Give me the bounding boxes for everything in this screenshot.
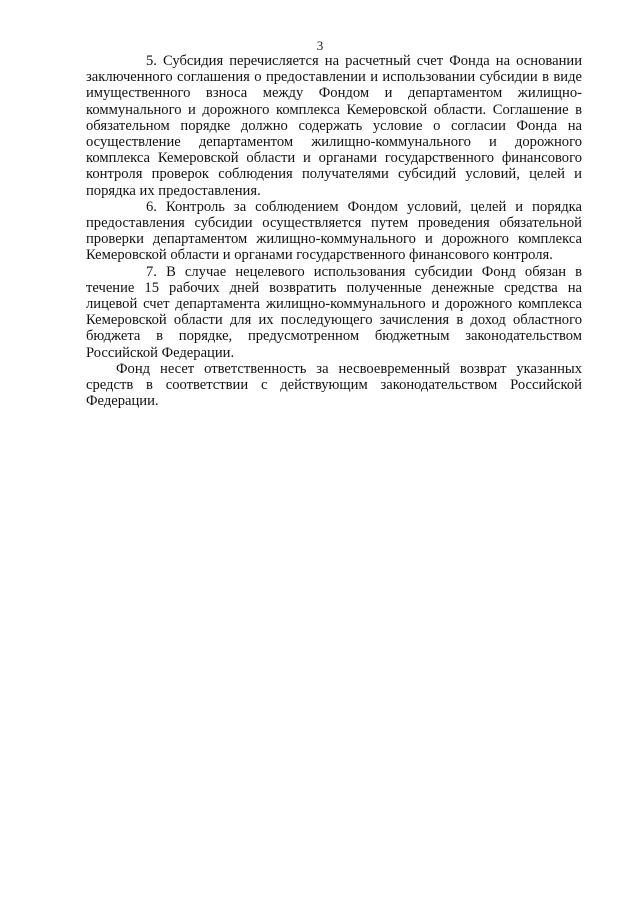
paragraph-6 — [86, 199, 582, 264]
paragraph-number: 6. — [146, 198, 157, 215]
document-body — [86, 53, 582, 409]
paragraph-text: Фонд несет ответственность за несвоевременный возврат указанных средств в соответствии с действующим законодательством Российской Федерации. — [86, 360, 582, 410]
paragraph-liability — [86, 361, 582, 410]
paragraph-text: Контроль за соблюдением Фондом условий, целей и порядка предоставления субсидии осуществляется путем проведения обязательной проверки департаментом жилищно-коммунального и дорожного комплекса Кемеровской области и органами государственного финансового контроля. — [86, 198, 582, 264]
page-number: 3 — [316, 38, 324, 53]
paragraph-7 — [86, 264, 582, 361]
paragraph-text: Субсидия перечисляется на расчетный счет Фонда на основании заключенного соглашения о предоставлении и использовании субсидии в виде имущественного взноса между Фондом и департаментом жилищно-коммунального и дорожного комплекса Кемеровской области. Соглашение в обязательном порядке должно содержать условие о согласии Фонда на осуществление департаментом жилищно-коммунального и дорожного комплекса Кемеровской области и органами государственного финансового контроля проверок соблюдения получателями субсидий условий, целей и порядка их предоставления. — [86, 53, 582, 199]
paragraph-5 — [86, 53, 582, 199]
paragraph-number: 5. — [146, 53, 157, 69]
paragraph-text: В случае нецелевого использования субсидии Фонд обязан в течение 15 рабочих дней возвратить полученные денежные средства на лицевой счет департамента жилищно-коммунального и дорожного комплекса Кемеровской области для их последующего зачисления в доход областного бюджета в порядке, предусмотренном бюджетным законодательством Российской Федерации. — [86, 263, 583, 361]
paragraph-number: 7. — [146, 263, 157, 280]
